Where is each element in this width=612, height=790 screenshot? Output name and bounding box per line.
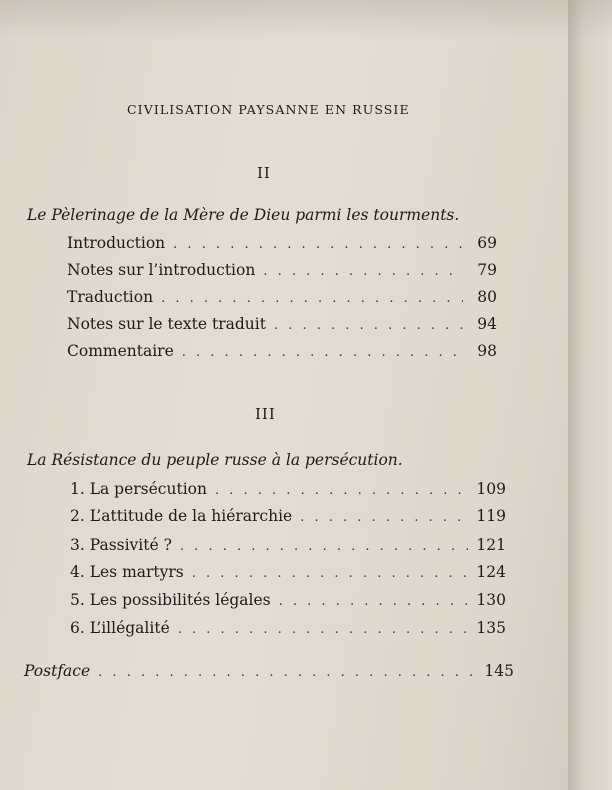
toc-entry-label: 6. L’illégalité [70,619,170,637]
section-title: La Résistance du peuple russe à la persécution. [27,451,403,469]
dot-leader [182,345,463,360]
toc-entry[interactable] [67,315,497,335]
toc-entry-page: 94 [477,315,497,333]
toc-entry-page: 130 [476,591,506,609]
dot-leader [263,264,463,279]
toc-entry[interactable] [67,342,497,362]
toc-entry-page: 135 [476,619,506,637]
toc-entry-label: Notes sur l’introduction [67,261,256,279]
toc-entry-page: 119 [476,507,506,525]
toc-entry-label: Introduction [67,234,166,252]
toc-entry[interactable] [70,591,506,611]
toc-entry-page: 79 [477,261,497,279]
toc-entry-page: 69 [477,234,497,252]
toc-entry-label: Postface [24,662,91,680]
dot-leader [178,622,469,637]
toc-entry-label: 2. L’attitude de la hiérarchie [70,507,293,525]
toc-entry-label: Traduction [67,288,154,306]
section-number: III [255,405,276,423]
dot-leader [274,318,463,333]
dot-leader [215,483,468,498]
dot-leader [98,665,476,680]
toc-entry-label: 3. Passivité ? [70,536,172,554]
toc-entry-label: 5. Les possibilités légales [70,591,271,609]
toc-entry-label: Commentaire [67,342,174,360]
section-number: II [257,164,271,182]
page-shadow [0,0,612,40]
toc-entry[interactable] [67,261,497,281]
toc-entry[interactable] [70,507,506,527]
toc-entry-page: 80 [477,288,497,306]
dot-leader [192,566,469,581]
toc-entry[interactable] [67,288,497,308]
dot-leader [279,594,469,609]
dot-leader [173,237,463,252]
toc-entry-page: 98 [477,342,497,360]
toc-entry-page: 109 [476,480,506,498]
toc-entry-label: Notes sur le texte traduit [67,315,266,333]
toc-entry[interactable] [70,536,506,556]
toc-entry-page: 145 [484,662,514,680]
toc-entry-label: 4. Les martyrs [70,563,184,581]
toc-entry[interactable] [70,619,506,639]
section-title: Le Pèlerinage de la Mère de Dieu parmi les tourments. [27,206,460,224]
toc-entry-page: 124 [476,563,506,581]
dot-leader [300,510,468,525]
toc-entry[interactable] [70,480,506,500]
toc-entry-label: 1. La persécution [70,480,207,498]
page-gutter [568,0,612,790]
running-head: CIVILISATION PAYSANNE EN RUSSIE [127,102,410,117]
toc-entry[interactable] [67,234,497,254]
dot-leader [161,291,463,306]
toc-entry-postface[interactable] [24,662,514,682]
toc-entry-page: 121 [476,536,506,554]
dot-leader [180,539,468,554]
toc-entry[interactable] [70,563,506,583]
